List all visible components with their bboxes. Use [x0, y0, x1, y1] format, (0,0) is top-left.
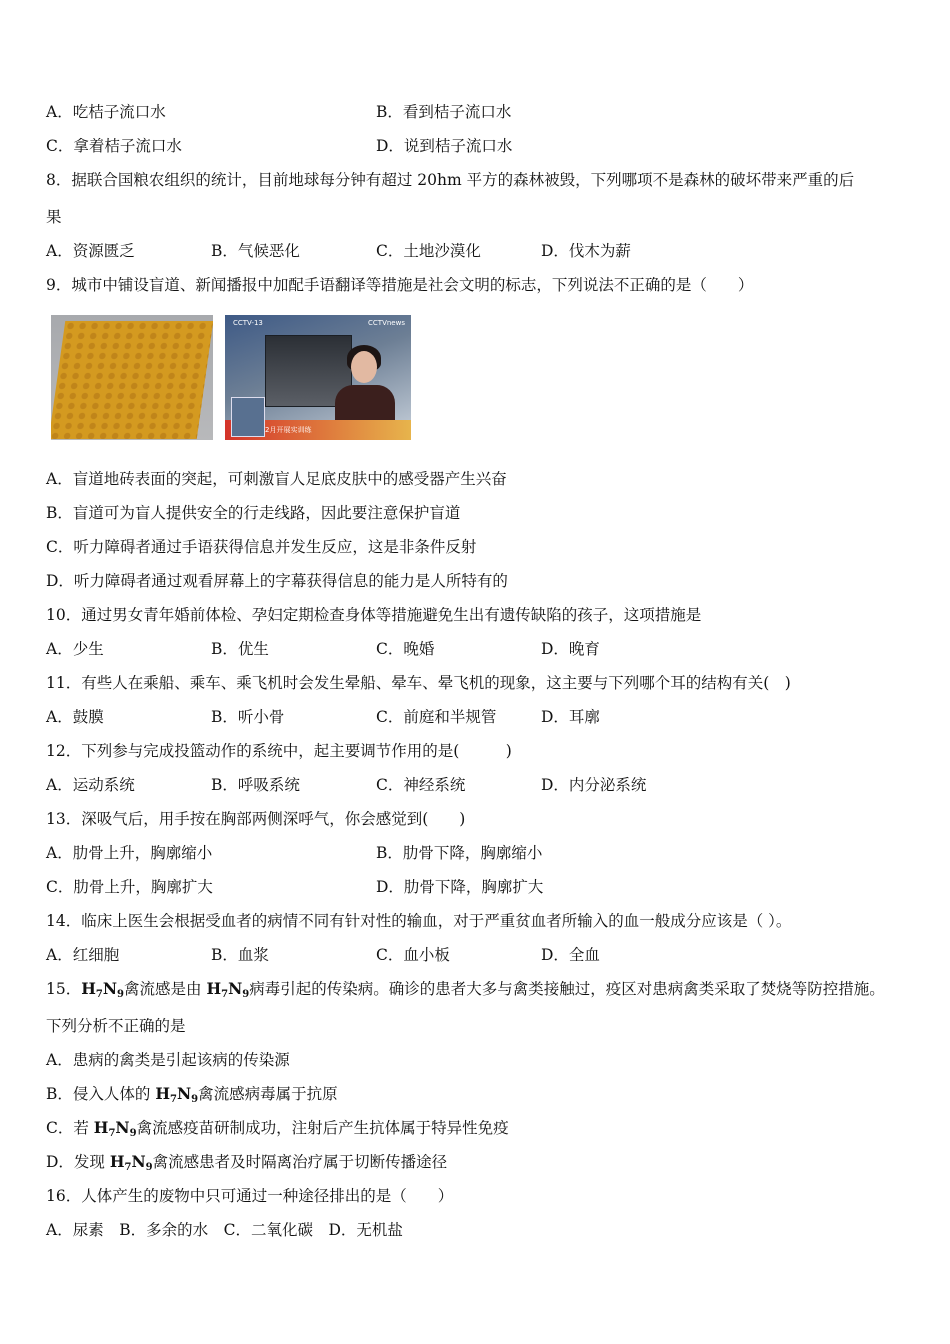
- q13-stem: 13．深吸气后，用手按在胸部两侧深呼气，你会感觉到( ): [46, 810, 466, 828]
- q16-stem: 16．人体产生的废物中只可通过一种途径排出的是（ ）: [46, 1187, 454, 1205]
- q15-option-c: C．若 $H_7N_9$禽流感疫苗研制成功，注射后产生抗体属于特异性免疫: [46, 1118, 509, 1139]
- q15-option-a: A．患病的禽类是引起该病的传染源: [46, 1051, 290, 1069]
- q14-option-c: C．血小板: [376, 946, 450, 964]
- q9-stem: 9．城市中铺设盲道、新闻播报中加配手语翻译等措施是社会文明的标志，下列说法不正确的是（ ）: [46, 276, 754, 294]
- q10-option-a: A．少生: [46, 640, 104, 658]
- q11-option-a: A．鼓膜: [46, 708, 104, 726]
- q7-option-b: B．看到桔子流口水: [376, 103, 512, 121]
- q12-option-c: C．神经系统: [376, 776, 466, 794]
- q8-stem-cont: 果: [46, 208, 62, 226]
- q7-option-a: A．吃桔子流口水: [46, 103, 166, 121]
- q10-option-c: C．晚婚: [376, 640, 435, 658]
- q9-option-c: C．听力障碍者通过手语获得信息并发生反应，这是非条件反射: [46, 538, 477, 556]
- ticker-text: 2月开展实训练: [265, 426, 312, 434]
- q14-option-d: D．全血: [541, 946, 600, 964]
- q8-option-c: C．土地沙漠化: [376, 242, 481, 260]
- q13-option-d: D．肋骨下降，胸廓扩大: [376, 878, 544, 896]
- news-anchor: [351, 351, 377, 383]
- q13-option-a: A．肋骨上升，胸廓缩小: [46, 844, 213, 862]
- q10-stem: 10．通过男女青年婚前体检、孕妇定期检查身体等措施避免生出有遗传缺陷的孩子，这项措施是: [46, 606, 702, 624]
- q11-stem: 11．有些人在乘船、乘车、乘飞机时会发生晕船、晕车、晕飞机的现象，这主要与下列哪个耳的结构有关( ): [46, 674, 791, 692]
- q11-option-d: D．耳廓: [541, 708, 600, 726]
- q13-option-b: B．肋骨下降，胸廓缩小: [376, 844, 543, 862]
- q15-option-b: B．侵入人体的 $H_7N_9$禽流感病毒属于抗原: [46, 1084, 338, 1105]
- q12-option-b: B．呼吸系统: [211, 776, 300, 794]
- q8-option-b: B．气候恶化: [211, 242, 300, 260]
- q7-option-d: D．说到桔子流口水: [376, 137, 513, 155]
- q11-option-b: B．听小骨: [211, 708, 285, 726]
- q15-option-d: D．发现 $H_7N_9$禽流感患者及时隔离治疗属于切断传播途径: [46, 1152, 448, 1173]
- q12-stem: 12．下列参与完成投篮动作的系统中，起主要调节作用的是( ): [46, 742, 512, 760]
- channel-logo-left: CCTV-13: [233, 319, 263, 327]
- tactile-paving-image: [51, 315, 213, 440]
- q13-option-c: C．肋骨上升，胸廓扩大: [46, 878, 213, 896]
- tactile-strip: [51, 321, 213, 439]
- q14-option-b: B．血浆: [211, 946, 269, 964]
- q9-option-a: A．盲道地砖表面的突起，可刺激盲人足底皮肤中的感受器产生兴奋: [46, 470, 507, 488]
- q7-option-c: C．拿着桔子流口水: [46, 137, 182, 155]
- q8-option-d: D．伐木为薪: [541, 242, 631, 260]
- q8-stem: 8．据联合国粮农组织的统计，目前地球每分钟有超过 20hm 平方的森林被毁，下列哪项不是森林的破坏带来严重的后: [46, 171, 855, 189]
- q9-option-b: B．盲道可为盲人提供安全的行走线路，因此要注意保护盲道: [46, 504, 461, 522]
- q15-stem: 15．$H_7N_9$禽流感是由 $H_7N_9$病毒引起的传染病。确诊的患者大多与禽类接触过，疫区对患病禽类采取了焚烧等防控措施。: [46, 979, 885, 1000]
- q10-option-d: D．晚育: [541, 640, 600, 658]
- q16-options: A．尿素 B．多余的水 C．二氧化碳 D．无机盐: [46, 1221, 403, 1239]
- sign-language-interpreter: [231, 397, 265, 437]
- q10-option-b: B．优生: [211, 640, 269, 658]
- q12-option-d: D．内分泌系统: [541, 776, 647, 794]
- q11-option-c: C．前庭和半规管: [376, 708, 497, 726]
- news-sign-language-image: [225, 315, 411, 440]
- q9-option-d: D．听力障碍者通过观看屏幕上的字幕获得信息的能力是人所特有的: [46, 572, 508, 590]
- q12-option-a: A．运动系统: [46, 776, 135, 794]
- q8-option-a: A．资源匮乏: [46, 242, 135, 260]
- channel-logo-right: CCTVnews: [368, 319, 405, 327]
- q14-stem: 14．临床上医生会根据受血者的病情不同有针对性的输血，对于严重贫血者所输入的血一般成分应该是（ ）。: [46, 912, 792, 930]
- q15-stem-cont: 下列分析不正确的是: [46, 1017, 186, 1035]
- q14-option-a: A．红细胞: [46, 946, 120, 964]
